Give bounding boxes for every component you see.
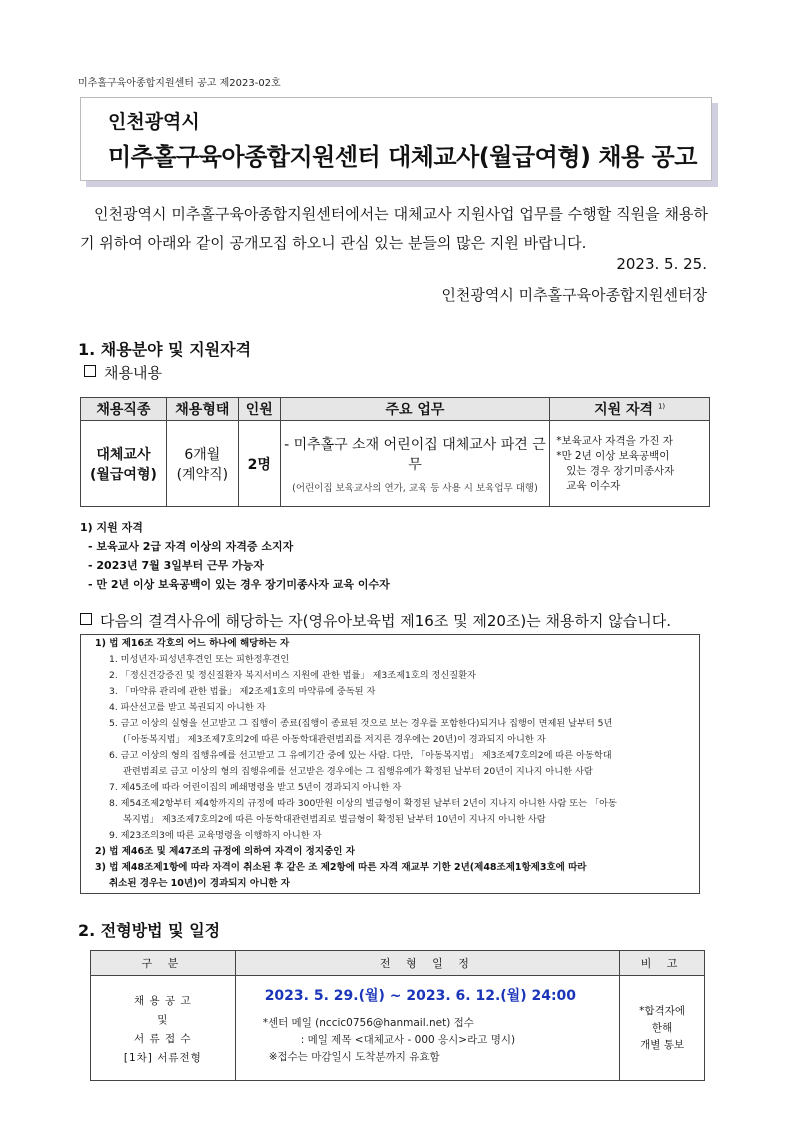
schedule-line: : 메일 제목 <대체교사 - 000 응시>라고 명시)	[300, 1034, 516, 1046]
duty-sub: (어린이집 보육교사의 연가, 교육 등 사용 시 보육업무 대행)	[292, 482, 538, 494]
cell-type	[166, 421, 238, 507]
qual-line: 있는 경우 장기미종사자	[566, 464, 675, 477]
header-qual-label: 지원 자격	[594, 402, 654, 418]
schedule-line: ※접수는 마감일시 도착분까지 유효함	[268, 1051, 440, 1063]
schedule-date: 2023. 5. 29.(월) ~ 2023. 6. 12.(월) 24:00	[264, 988, 577, 1004]
category-line: 채 용 공 고	[134, 994, 192, 1007]
job-line: 대체교사	[96, 446, 151, 463]
disq-head-3-cont: 취소된 경우는 10년)이 경과되지 아니한 자	[109, 878, 290, 889]
header-qual	[550, 398, 710, 421]
requirement-item: - 만 2년 이상 보육공백이 있는 경우 장기미종사자 교육 이수자	[88, 578, 390, 591]
schedule-table	[90, 950, 705, 1081]
schedule-detail	[237, 1005, 618, 1074]
disqualification-list	[95, 634, 695, 892]
disq-item-cont: 복지법」 제3조제7호의2에 따른 아동학대관련범죄로 벌금형이 확정된 날부터 10년이 지나지 아니한 사람	[123, 814, 546, 825]
disq-head-1: 1) 법 제16조 각호의 어느 하나에 해당하는 자	[95, 638, 290, 649]
type-line: (계약직)	[176, 466, 229, 483]
header-count: 인원	[238, 398, 280, 421]
disq-item: 6. 금고 이상의 형의 집행유예를 선고받고 그 유예기간 중에 있는 사람. 다만, 「아동복지법」 제3조제7호의2에 따른 아동학대	[109, 750, 612, 761]
section1-title: 1. 채용분야 및 지원자격	[78, 340, 252, 359]
disq-item: 4. 파산선고를 받고 복권되지 아니한 자	[109, 702, 266, 713]
square-bullet-icon	[84, 365, 96, 377]
disq-item: 3. 「마약류 관리에 관한 법률」 제2조제1호의 마약류에 중독된 자	[109, 686, 376, 697]
disq-item: 8. 제54조제2항부터 제4항까지의 규정에 따라 300만원 이상의 벌금형이 확정된 날부터 2년이 지나지 아니한 사람 또는 「아동	[109, 798, 617, 809]
subheading-label: 채용내용	[104, 364, 162, 382]
disqualification-heading	[80, 610, 671, 631]
notice-number: 미추홀구육아종합지원센터 공고 제2023-02호	[78, 78, 281, 89]
disq-head-2: 2) 법 제46조 및 제47조의 규정에 의하여 자격이 정지중인 자	[95, 846, 355, 857]
type-line: 6개월	[184, 446, 221, 463]
category-line: 및	[157, 1013, 169, 1026]
intro-paragraph: 인천광역시 미추홀구육아종합지원센터에서는 대체교사 지원사업 업무를 수행할 직원을 채용하기 위하여 아래와 같이 공개모집 하오니 관심 있는 분들의 많은 지원 바랍니다.	[80, 205, 708, 252]
qual-line: *보육교사 자격을 가진 자	[556, 434, 673, 447]
requirements-list	[80, 518, 390, 594]
requirement-item: - 보육교사 2급 자격 이상의 자격증 소지자	[88, 540, 294, 553]
category-line: 서 류 접 수	[134, 1032, 192, 1045]
header-schedule: 전 형 일 정	[235, 951, 619, 976]
section1-subheading	[84, 362, 162, 383]
cell-category	[91, 976, 236, 1081]
disq-item: 2. 「정신건강증진 및 정신질환자 복지서비스 지원에 관한 법률」 제3조제1호의 정신질환자	[109, 670, 476, 681]
cell-qual	[550, 421, 710, 507]
disqualification-heading-text: 다음의 결격사유에 해당하는 자(영유아보육법 제16조 및 제20조)는 채용하지 않습니다.	[100, 612, 671, 630]
disq-item: 7. 제45조에 따라 어린이집의 폐쇄명령을 받고 5년이 경과되지 아니한 자	[109, 782, 402, 793]
cell-duty	[280, 421, 550, 507]
note-line: *합격자에	[639, 1004, 685, 1017]
requirements-title: 1) 지원 자격	[80, 521, 143, 534]
announcement-signer: 인천광역시 미추홀구육아종합지원센터장	[441, 286, 707, 304]
square-bullet-icon	[80, 613, 92, 625]
cell-count: 2명	[238, 421, 280, 507]
disq-item-cont: 관련범죄로 금고 이상의 형의 집행유예를 선고받은 경우에는 그 집행유예가 확정된 날부터 20년이 지나지 아니한 사람	[123, 766, 593, 777]
category-line: [1차] 서류전형	[123, 1051, 202, 1064]
schedule-line: *센터 메일 (nccic0756@hanmail.net) 접수	[262, 1017, 474, 1029]
section2-title: 2. 전형방법 및 일정	[78, 921, 221, 940]
cell-note	[620, 976, 705, 1081]
job-line: (월급여형)	[89, 466, 157, 483]
cell-job	[81, 421, 167, 507]
disq-item: 5. 금고 이상의 실형을 선고받고 그 집행이 종료(집행이 종료된 것으로 보는 경우를 포함한다)되거나 집행이 면제된 날부터 5년	[109, 718, 613, 729]
requirement-item: - 2023년 7월 3일부터 근무 가능자	[88, 559, 264, 572]
header-job: 채용직종	[81, 398, 167, 421]
header-note: 비 고	[620, 951, 705, 976]
disq-item: 9. 제23조의3에 따른 교육명령을 이행하지 아니한 자	[109, 830, 322, 841]
note-line: 개별 통보	[640, 1038, 685, 1051]
disq-item-cont: (「아동복지법」 제3조제7호의2에 따른 아동학대관련범죄를 저지른 경우에는 20년)이 경과되지 아니한 자	[123, 734, 546, 745]
duty-main: - 미추홀구 소재 어린이집 대체교사 파견 근무	[284, 436, 546, 473]
disq-item: 1. 미성년자·피성년후견인 또는 피한정후견인	[109, 654, 290, 665]
header-category: 구 분	[91, 951, 236, 976]
announcement-date: 2023. 5. 25.	[616, 255, 707, 273]
footnote-mark: 1)	[657, 402, 666, 411]
title-subtitle: 인천광역시	[108, 111, 200, 133]
qual-line: 교육 이수자	[566, 479, 621, 492]
cell-schedule	[235, 976, 619, 1081]
disq-head-3: 3) 법 제48조제1항에 따라 자격이 취소된 후 같은 조 제2항에 따른 자격 재교부 기한 2년(제48조제1항제3호에 따라	[95, 862, 587, 873]
note-line: 한해	[651, 1021, 673, 1034]
header-duty: 주요 업무	[280, 398, 550, 421]
header-type: 채용형태	[166, 398, 238, 421]
qual-line: *만 2년 이상 보육공백이	[556, 449, 670, 462]
page-title: 미추홀구육아종합지원센터 대체교사(월급여형) 채용 공고	[108, 143, 697, 171]
recruitment-table	[80, 397, 710, 507]
